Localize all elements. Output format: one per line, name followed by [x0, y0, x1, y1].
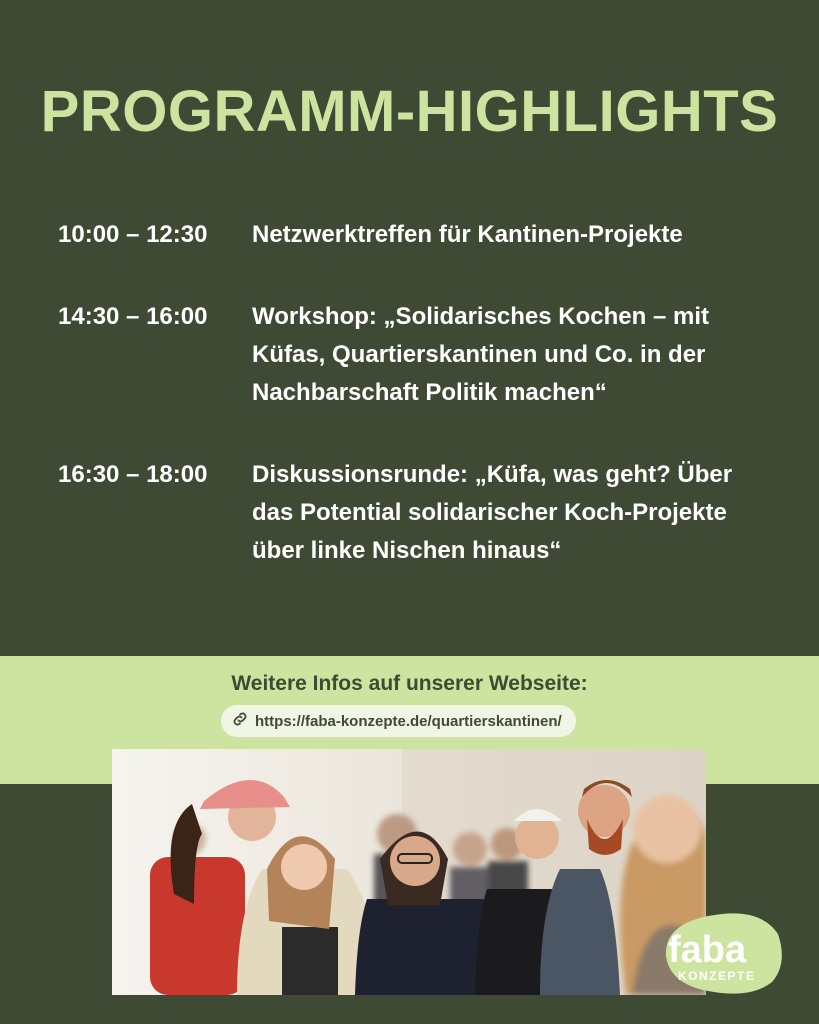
program-description: Workshop: „Solidarisches Kochen – mit Küfas, Quartierskantinen und Co. in der Nachbarschaft Politik machen“ [252, 303, 709, 406]
program-item [58, 298, 778, 412]
page-title: PROGRAMM-HIGHLIGHTS [40, 79, 779, 144]
link-icon [231, 710, 249, 732]
program-list [58, 216, 778, 614]
group-photo [112, 749, 706, 995]
program-item [58, 456, 778, 570]
info-label: Weitere Infos auf unserer Webseite: [231, 672, 588, 695]
faba-logo [664, 912, 784, 994]
program-time: 16:30 – 18:00 [58, 461, 208, 488]
logo-wordmark: faba [668, 929, 747, 971]
website-link[interactable] [221, 705, 576, 737]
website-url: https://faba-konzepte.de/quartierskantinen/ [255, 712, 562, 730]
program-time: 10:00 – 12:30 [58, 221, 208, 248]
program-description: Diskussionsrunde: „Küfa, was geht? Über das Potential solidarischer Koch-Projekte über linke Nischen hinaus“ [252, 461, 733, 564]
logo-subtitle: KONZEPTE [678, 969, 756, 983]
program-time: 14:30 – 16:00 [58, 303, 208, 330]
program-description: Netzwerktreffen für Kantinen-Projekte [252, 221, 683, 248]
program-item [58, 216, 778, 254]
